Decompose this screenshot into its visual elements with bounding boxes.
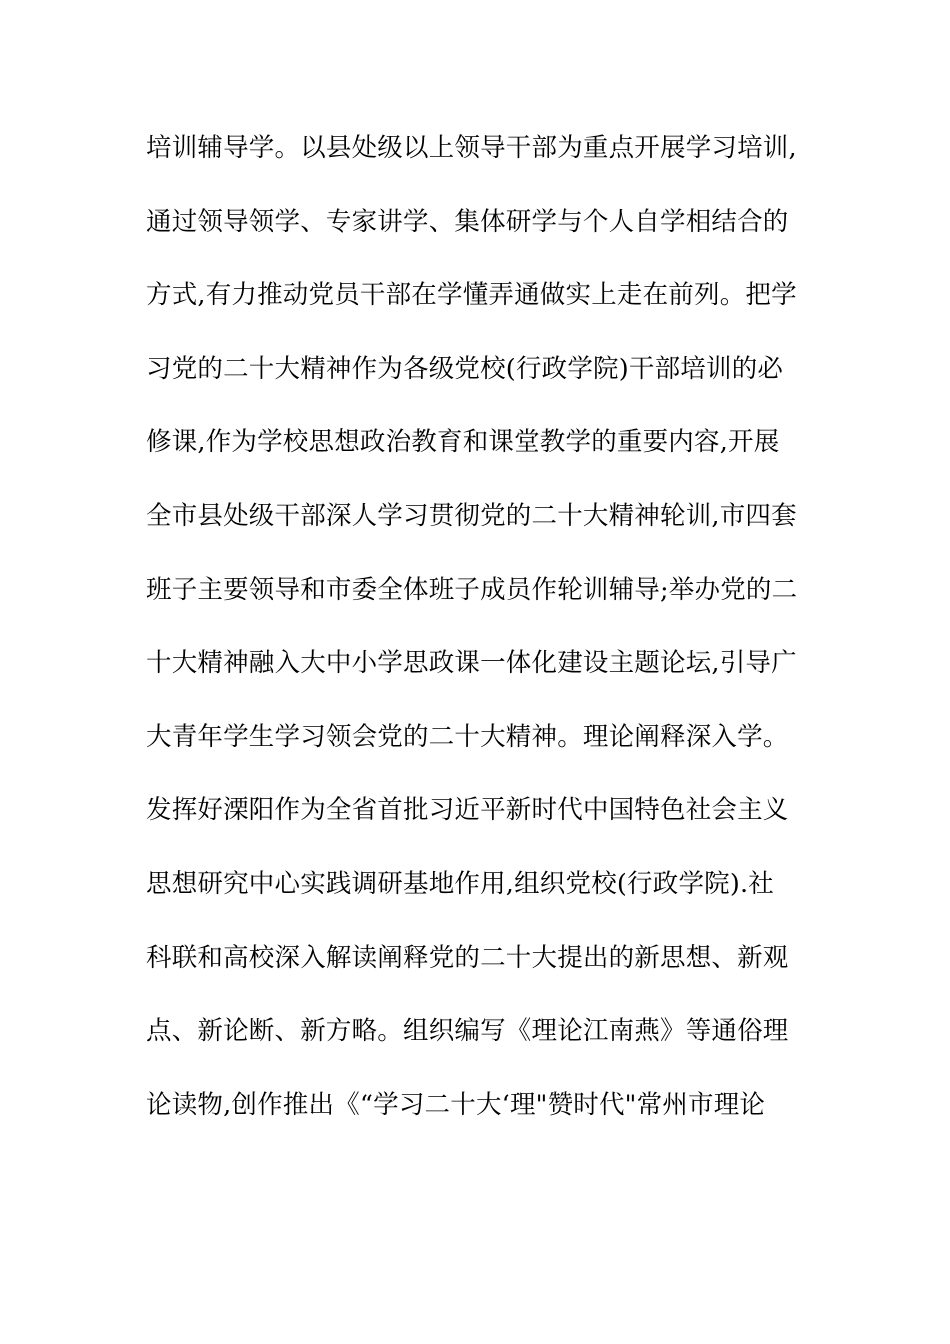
text-line-5: 修课,作为学校思想政治教育和课堂教学的重要内容,开展 bbox=[146, 427, 780, 458]
text-line-1: 培训辅导学。以县处级以上领导干部为重点开展学习培训, bbox=[146, 133, 797, 163]
text-line-2: 通过领导领学、专家讲学、集体研学与个人自学相结合的 bbox=[146, 206, 789, 237]
body-text bbox=[146, 119, 806, 1149]
text-line-13: 点、新论断、新方略。组织编写《理论江南燕》等通俗理 bbox=[146, 1016, 789, 1047]
text-line-12: 科联和高校深入解读阐释党的二十大提出的新思想、新观 bbox=[146, 942, 789, 973]
text-line-6: 全市县处级干部深人学习贯彻党的二十大精神轮训,市四套 bbox=[146, 500, 797, 531]
text-line-11: 思想研究中心实践调研基地作用,组织党校(行政学院).社 bbox=[146, 868, 775, 899]
text-line-14: 论读物,创作推出《“学习二十大‘理"赞时代"常州市理论 bbox=[146, 1089, 766, 1120]
text-line-9: 大青年学生学习领会党的二十大精神。理论阐释深入学。 bbox=[146, 721, 789, 752]
text-line-3: 方式,有力推动党员干部在学懂弄通做实上走在前列。把学 bbox=[146, 280, 797, 311]
text-line-8: 十大精神融入大中小学思政课一体化建设主题论坛,引导广 bbox=[146, 648, 797, 679]
text-line-4: 习党的二十大精神作为各级党校(行政学院)干部培训的必 bbox=[146, 353, 784, 384]
text-line-10: 发挥好溧阳作为全省首批习近平新时代中国特色社会主义 bbox=[146, 795, 789, 826]
text-line-7: 班子主要领导和市委全体班子成员作轮训辅导;举办党的二 bbox=[146, 574, 798, 605]
